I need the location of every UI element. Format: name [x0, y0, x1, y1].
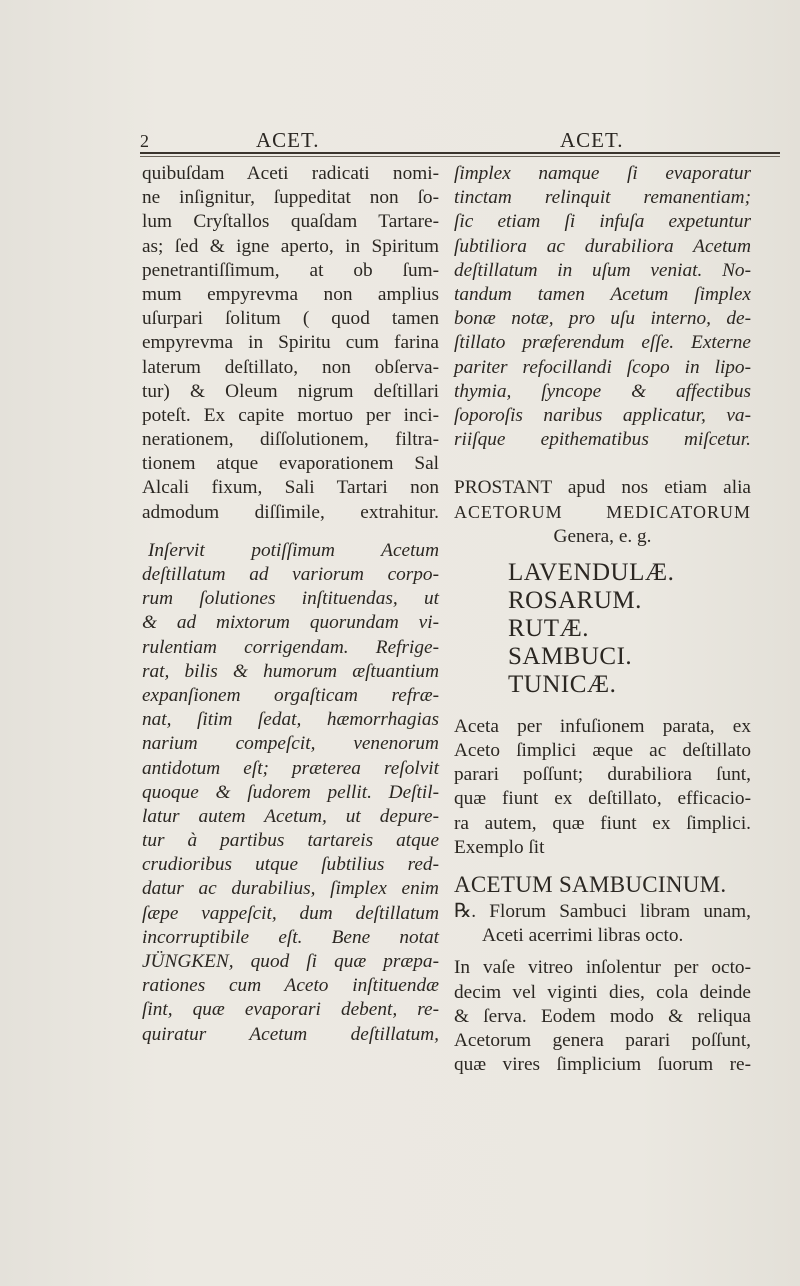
text-line: ſimplex namque ſi evaporatur [454, 163, 751, 184]
text-line: nerationem, diſſolutionem, filtra- [142, 429, 439, 451]
text-line: ra autem, quæ fiunt ex ſimplici. [454, 812, 751, 834]
text-line: uſurpari ſolitum ( quod tamen [142, 308, 439, 330]
text-line: laterum deſtillato, non obſerva- [142, 356, 439, 378]
list-item: TUNICÆ. [508, 670, 617, 698]
text-line: JÜNGKEN, quod ſi quæ præpa- [142, 951, 439, 972]
text-line: rulentiam corrigendam. Refrige- [142, 636, 439, 658]
text-line: bonæ notæ, pro uſu interno, de- [454, 308, 751, 330]
text-line: & ſerva. Eodem modo & reliqua [454, 1005, 751, 1027]
text-line: tinctam relinquit remanentiam; [454, 187, 751, 209]
running-head-right: ACET. [560, 128, 624, 152]
right-paragraph-3 [454, 715, 751, 860]
paragraph-gap [454, 452, 751, 476]
text-line: ne inſignitur, ſuppeditat non ſo- [142, 187, 439, 209]
left-column [142, 162, 439, 1047]
text-line: incorruptibile eſt. Bene notat [142, 926, 439, 948]
text-line: mum empyrevma non amplius [142, 283, 439, 305]
text-line: rum ſolutiones inſtituendas, ut [142, 588, 439, 610]
list-item: ROSARUM. [508, 586, 642, 614]
text-line: rationes cum Aceto inſtituendæ [142, 975, 439, 997]
header-rule-thin [140, 156, 780, 157]
text-line: tandum tamen Acetum ſimplex [454, 283, 751, 305]
text-line: as; ſed & igne aperto, in Spiritum [142, 235, 439, 257]
text-line: Alcali fixum, Sali Tartari non [142, 477, 439, 499]
text-line: latur autem Acetum, ut depure- [142, 805, 439, 827]
left-paragraph-2 [142, 539, 439, 1047]
text-line: narium compeſcit, venenorum [142, 733, 439, 755]
text-line: Acetorum genera parari poſſunt, [454, 1029, 751, 1051]
text-line: crudioribus utque ſubtilius red- [142, 854, 439, 876]
text-line: empyrevma in Spiritu cum farina [142, 332, 439, 354]
right-column [454, 162, 751, 1077]
text-line: Exemplo ſit [454, 836, 545, 858]
paragraph-gap [454, 699, 751, 715]
text-line: tur) & Oleum nigrum deſtillari [142, 380, 439, 402]
text-line: tur à partibus tartareis atque [142, 830, 439, 852]
text-line: pariter refocillandi ſcopo in lipo- [454, 356, 751, 378]
text-line: Genera, e. g. [553, 525, 652, 547]
text-line: lum Cryſtallos quaſdam Tartare- [142, 211, 439, 233]
text-line: ſtillato præferendum eſſe. Externe [454, 332, 751, 354]
text-line: quæ vires ſimplicium ſuorum re- [454, 1054, 751, 1076]
page-number: 2 [140, 131, 150, 151]
text-line: quibuſdam Aceti radicati nomi- [142, 163, 439, 184]
header-rule [140, 152, 780, 154]
paragraph-gap [454, 549, 751, 559]
text-line: quiratur Acetum deſtillatum, [142, 1023, 439, 1045]
list-item: SAMBUCI. [508, 642, 633, 670]
list-item: LAVENDULÆ. [508, 558, 675, 586]
text-line: ſubtiliora ac durabiliora Acetum [454, 235, 751, 257]
text-line: quæ fiunt ex deſtillato, efficacio- [454, 788, 751, 810]
text-line: ſint, quæ evaporari debent, re- [142, 999, 439, 1021]
text-line: nat, ſitim ſedat, hæmorrhagias [142, 709, 439, 731]
text-line: expanſionem orgaſticam refræ- [142, 684, 439, 706]
running-head-left: ACET. [256, 128, 320, 152]
paragraph-gap [454, 860, 751, 870]
text-line: & ad mixtorum quorundam vi- [142, 612, 439, 634]
right-paragraph-2 [454, 476, 751, 549]
text-line: poteſt. Ex capite mortuo per inci- [142, 404, 439, 426]
text-line: deſtillatum ad variorum corpo- [142, 564, 439, 585]
text-line: Aceti acerrimi libras octo. [482, 925, 684, 947]
text-line: tionem atque evaporationem Sal [142, 453, 439, 475]
text-line: Inſervit potiſſimum Acetum [148, 539, 439, 561]
paragraph-gap [142, 525, 439, 539]
text-line: In vaſe vitreo inſolentur per octo- [454, 957, 751, 979]
text-line: antidotum eſt; præterea reſolvit [142, 757, 439, 779]
text-line: PROSTANT apud nos etiam alia [454, 477, 751, 499]
paragraph-gap [454, 948, 751, 956]
text-line: ſic etiam ſi infuſa expetuntur [454, 211, 751, 233]
text-line: deſtillatum in uſum veniat. No- [454, 259, 751, 281]
right-paragraph-4 [454, 956, 751, 1077]
left-paragraph-1 [142, 162, 439, 525]
text-line: datur ac durabilius, ſimplex enim [142, 878, 439, 900]
text-line: quoque & ſudorem pellit. Deſtil- [142, 781, 439, 803]
text-line: ſoporoſis naribus applicatur, va- [454, 404, 751, 426]
text-line: admodum diſſimile, extrahitur. [142, 501, 439, 523]
list-item: RUTÆ. [508, 614, 589, 642]
text-line: penetrantiſſimum, at ob ſum- [142, 259, 439, 281]
text-line: parari poſſunt; durabiliora ſunt, [454, 764, 751, 786]
text-line: decim vel viginti dies, cola deinde [454, 981, 751, 1003]
acetum-list [454, 559, 751, 699]
text-line: ACETORUM MEDICATORUM [454, 502, 751, 523]
text-line: ſæpe vappeſcit, dum deſtillatum [142, 902, 439, 924]
recipe [454, 900, 751, 948]
right-paragraph-1 [454, 162, 751, 452]
text-line: Aceta per infuſionem parata, ex [454, 715, 751, 737]
recipe-title: ACETUM SAMBUCINUM. [454, 871, 727, 897]
text-line: riiſque epithematibus miſcetur. [454, 429, 751, 451]
text-line: ℞. Florum Sambuci libram unam, [454, 900, 751, 922]
text-line: thymia, ſyncope & affectibus [454, 380, 751, 402]
text-line: rat, bilis & humorum æſtuantium [142, 660, 439, 682]
text-line: Aceto ſimplici æque ac deſtillato [454, 740, 751, 761]
